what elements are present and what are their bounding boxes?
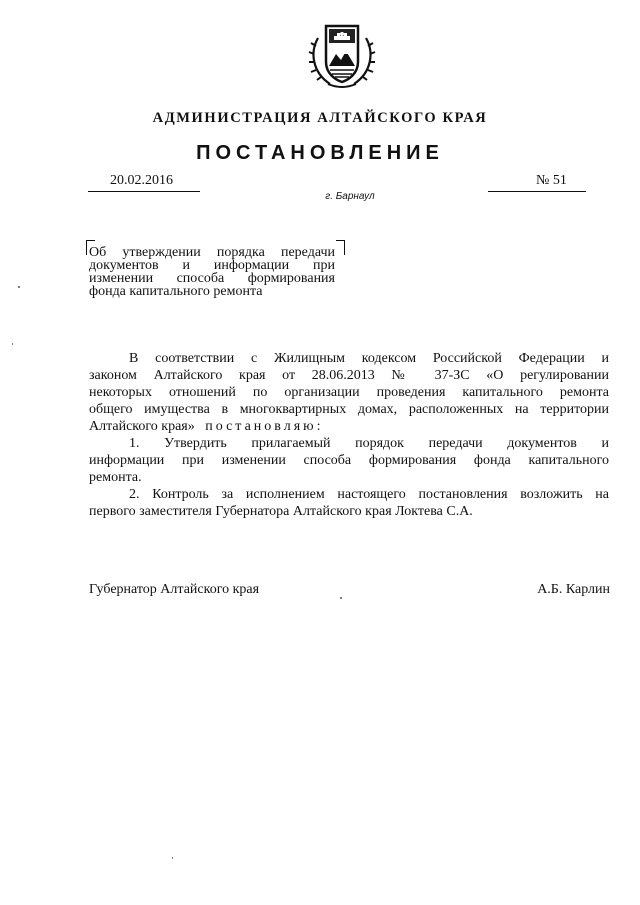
body-line: некоторых отношений по организации проведения капитального ремонта <box>89 385 609 400</box>
document-type: ПОСТАНОВЛЕНИЕ <box>196 142 444 164</box>
body-line: 1. Утвердить прилагаемый порядок передачи документов и <box>129 436 609 451</box>
resolve-word: постановляю: <box>205 419 324 434</box>
body-line: законом Алтайского края от 28.06.2013 № 37-ЗС «О регулировании <box>89 368 609 383</box>
scan-speck <box>12 343 13 345</box>
body-line: первого заместителя Губернатора Алтайского края Локтева С.А. <box>89 504 473 519</box>
body-line: информации при изменении способа формирования фонда капитального <box>89 453 609 468</box>
body-line: ремонта. <box>89 470 142 485</box>
subject-line: Об утверждении порядка передачи <box>89 245 335 260</box>
scan-speck <box>340 597 342 599</box>
subject-line: документов и информации при <box>89 258 335 273</box>
date-field <box>88 173 200 192</box>
body-line: общего имущества в многоквартирных домах, расположенных на территории <box>89 402 609 417</box>
body-line: 2. Контроль за исполнением настоящего постановления возложить на <box>129 487 609 502</box>
preamble-paragraph <box>89 350 609 435</box>
coat-of-arms-icon <box>304 18 380 90</box>
document-body <box>89 350 609 520</box>
document-date: 20.02.2016 <box>110 173 173 188</box>
number-field <box>488 173 586 192</box>
body-line <box>89 418 609 435</box>
item-2-paragraph <box>89 486 609 520</box>
item-1-paragraph <box>89 435 609 486</box>
right-corner-bracket <box>336 240 345 255</box>
preamble-end: Алтайского края» <box>89 419 195 434</box>
subject-line: фонда капитального ремонта <box>89 284 263 299</box>
signatory-title: Губернатор Алтайского края <box>89 582 260 597</box>
subject-line: изменении способа формирования <box>89 271 335 286</box>
scan-speck <box>172 857 173 859</box>
body-line: В соответствии с Жилищным кодексом Российской Федерации и <box>129 351 609 366</box>
document-subject <box>89 246 335 298</box>
document-number: № 51 <box>536 173 567 188</box>
signatory-name: А.Б. Карлин <box>537 582 610 597</box>
city-label: г. Барнаул <box>325 191 375 202</box>
scan-speck <box>18 286 20 288</box>
organization-name: АДМИНИСТРАЦИЯ АЛТАЙСКОГО КРАЯ <box>152 110 488 126</box>
